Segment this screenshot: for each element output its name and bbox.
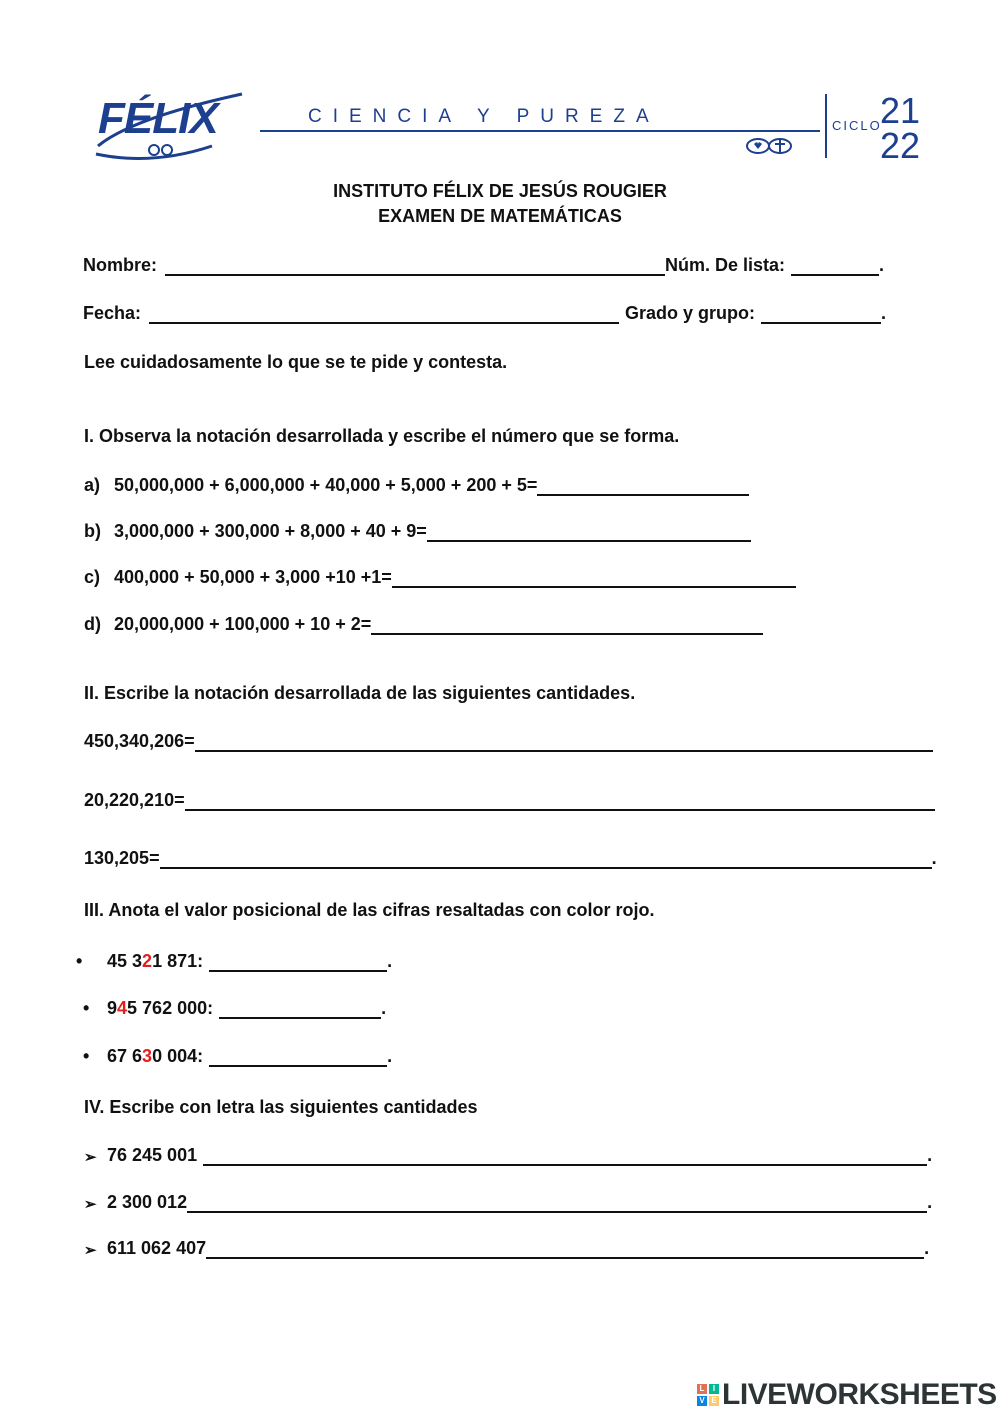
item-number: 2 300 012: [107, 1192, 188, 1212]
words-field-1[interactable]: [203, 1146, 927, 1166]
grado-label: Grado y grupo:: [625, 303, 756, 323]
place-value-field-2[interactable]: [219, 999, 381, 1019]
answer-field-a[interactable]: [537, 476, 749, 496]
arrow-bullet-icon: ➢: [84, 1196, 97, 1213]
section-4-item: [84, 1145, 932, 1166]
section-3-heading: III. Anota el valor posicional de las cifras resaltadas con color rojo.: [84, 900, 655, 920]
digit-prefix: 9: [107, 998, 118, 1018]
item-period: .: [927, 1145, 933, 1165]
ciclo-label: CICLO: [832, 118, 882, 133]
nombre-field[interactable]: [165, 256, 665, 276]
header-rule: [260, 130, 820, 132]
item-number: 611 062 407: [107, 1238, 207, 1258]
highlighted-digit: 4: [117, 998, 128, 1018]
digit-prefix: 67 6: [107, 1046, 143, 1066]
item-period: .: [924, 1238, 930, 1258]
answer-field-c[interactable]: [392, 568, 796, 588]
answer-field-b[interactable]: [427, 522, 751, 542]
section-2-item: [84, 731, 933, 752]
ciclo-divider: [825, 94, 827, 158]
answer-field-d[interactable]: [371, 615, 763, 635]
item-expression: 400,000 + 50,000 + 3,000 +10 +1=: [114, 567, 392, 587]
place-value-field-1[interactable]: [209, 952, 387, 972]
lista-label: Núm. De lista:: [665, 255, 786, 275]
item-letter: a): [84, 475, 101, 495]
ciclo-year-bottom: 22: [880, 125, 921, 166]
bullet-icon: •: [76, 951, 83, 971]
heart-cross-icon: [744, 136, 794, 156]
words-field-2[interactable]: [187, 1193, 927, 1213]
section-2-heading: II. Escribe la notación desarrollada de las siguientes cantidades.: [84, 683, 636, 703]
item-letter: d): [84, 614, 101, 634]
grado-field[interactable]: [761, 304, 881, 324]
item-expression: 3,000,000 + 300,000 + 8,000 + 40 + 9=: [114, 521, 427, 541]
section-1-item-d: [84, 614, 763, 635]
section-4-heading: IV. Escribe con letra las siguientes cantidades: [84, 1097, 478, 1117]
fecha-row: [83, 303, 886, 324]
liveworksheets-logo-icon: L I V E: [697, 1384, 719, 1406]
item-number: 20,220,210=: [84, 790, 185, 810]
section-1-heading: I. Observa la notación desarrollada y escribe el número que se forma.: [84, 426, 680, 446]
exam-title: EXAMEN DE MATEMÁTICAS: [378, 206, 622, 226]
digit-prefix: 45 3: [107, 951, 143, 971]
item-letter: c): [84, 567, 101, 587]
section-4-item: [84, 1192, 932, 1213]
bullet-icon: •: [83, 998, 90, 1018]
school-title: INSTITUTO FÉLIX DE JESÚS ROUGIER: [333, 181, 667, 201]
place-value-field-3[interactable]: [209, 1047, 387, 1067]
item-number: 450,340,206=: [84, 731, 195, 751]
expanded-notation-field-1[interactable]: [195, 732, 933, 752]
highlighted-digit: 3: [142, 1046, 153, 1066]
nombre-label: Nombre:: [83, 255, 158, 275]
lista-period: .: [879, 255, 885, 275]
ciclo-year-top: 21: [880, 90, 921, 131]
liveworksheets-watermark: [697, 1378, 997, 1412]
fecha-label: Fecha:: [83, 303, 142, 323]
lista-field[interactable]: [791, 256, 879, 276]
section-2-item: [84, 848, 937, 869]
item-number: 130,205=: [84, 848, 160, 868]
school-motto: CIENCIA Y PUREZA: [308, 106, 660, 127]
highlighted-digit: 2: [142, 951, 153, 971]
item-period: .: [381, 998, 387, 1018]
item-period: .: [387, 1046, 393, 1066]
section-4-item: [84, 1238, 929, 1259]
school-logo: [92, 88, 252, 168]
fecha-field[interactable]: [149, 304, 619, 324]
item-number: 76 245 001: [107, 1145, 198, 1165]
instructions: Lee cuidadosamente lo que se te pide y contesta.: [84, 352, 508, 372]
item-expression: 50,000,000 + 6,000,000 + 40,000 + 5,000 + 200 + 5=: [114, 475, 538, 495]
section-3-item: [83, 998, 386, 1019]
liveworksheets-text: LIVEWORKSHEETS: [722, 1378, 997, 1411]
section-1-item-b: [84, 521, 751, 542]
arrow-bullet-icon: ➢: [84, 1149, 97, 1166]
words-field-3[interactable]: [206, 1239, 924, 1259]
nombre-row: [83, 255, 884, 276]
item-letter: b): [84, 521, 101, 541]
bullet-icon: •: [83, 1046, 90, 1066]
digit-suffix: 0 004:: [152, 1046, 204, 1066]
section-3-item: [83, 1046, 392, 1067]
item-period: .: [927, 1192, 933, 1212]
section-2-item: [84, 790, 935, 811]
header: [0, 0, 1000, 175]
section-1-item-c: [84, 567, 796, 588]
expanded-notation-field-3[interactable]: [160, 849, 932, 869]
logo-text: FÉLIX: [98, 94, 218, 143]
grado-period: .: [881, 303, 887, 323]
item-period: .: [387, 951, 393, 971]
arrow-bullet-icon: ➢: [84, 1242, 97, 1259]
expanded-notation-field-2[interactable]: [185, 791, 935, 811]
section-1-item-a: [84, 475, 749, 496]
item-expression: 20,000,000 + 100,000 + 10 + 2=: [114, 614, 372, 634]
section-3-item: [76, 951, 392, 972]
digit-suffix: 1 871:: [152, 951, 204, 971]
item-period: .: [931, 848, 937, 868]
digit-suffix: 5 762 000:: [127, 998, 214, 1018]
